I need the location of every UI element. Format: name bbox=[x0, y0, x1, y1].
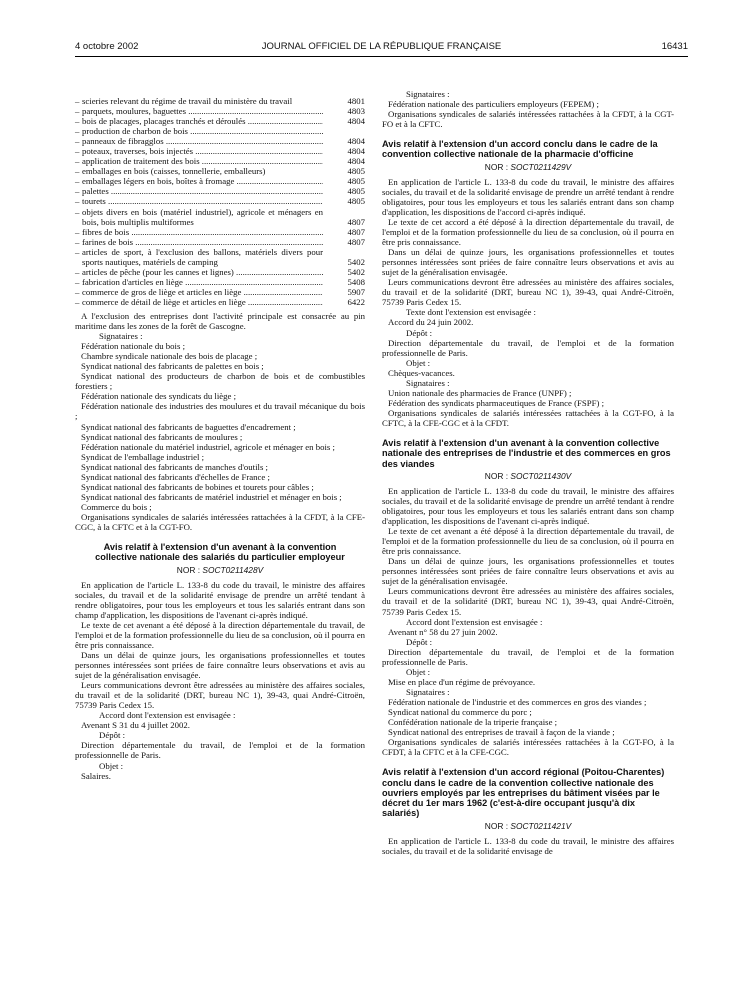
activity-label: articles de sport, à l'exclusion des ballons, matériels divers pour sports nautiques, matériels de camping bbox=[82, 246, 323, 267]
activity-list bbox=[75, 96, 365, 307]
paragraph: Le texte de cet avenant a été déposé à la direction départementale du travail, de l'emploi et de la formation professionnelle du lieu de sa conclusion, où il pourra en être pris connaissance. bbox=[382, 526, 674, 557]
activity-label: objets divers en bois (matériel industriel), agricole et ménagers en bois, bois multiplis multiformes bbox=[82, 206, 323, 227]
activity-item bbox=[75, 277, 365, 287]
activity-code: 4804 bbox=[347, 116, 365, 127]
paragraph: En application de l'article L. 133-8 du code du travail, le ministre des affaires sociales, du travail et de la solidarité envisage de prendre un arrêté tendant à rendre obligatoires, pour tous les employeurs et tous les salariés entrant dans son champ d'application, les dispositions de l'avenant ci-après indiqué. bbox=[75, 579, 365, 620]
objet-label: Objet : bbox=[406, 666, 431, 677]
activity-label: fabrication d'articles en liège ..... bbox=[82, 277, 323, 287]
avis-paragraphs bbox=[382, 177, 674, 308]
signataires-list bbox=[382, 99, 674, 129]
activity-label: tourets ..... bbox=[82, 196, 323, 206]
activity-item bbox=[75, 166, 365, 176]
activity-code: 4804 bbox=[347, 136, 365, 147]
activity-item bbox=[75, 126, 365, 136]
texte-value: Accord du 24 juin 2002. bbox=[388, 317, 474, 328]
avis-title: Avis relatif à l'extension d'un accord régional (Poitou-Charentes) conclu dans le cadre de la convention collective nationale des ouvriers employés par les entreprises du bâtiment visées par le décret du 1er mars 1962 (c'est-à-dire occupant jusqu'à dix salariés) bbox=[382, 767, 665, 819]
activity-label: application de traitement des bois ..... bbox=[82, 156, 323, 166]
list-dash: – bbox=[75, 176, 80, 187]
paragraph: Fédération nationale des particuliers employeurs (FEPEM) ; bbox=[388, 99, 599, 110]
left-column bbox=[75, 96, 365, 781]
activity-item bbox=[75, 156, 365, 166]
header-rule bbox=[75, 56, 688, 57]
list-dash: – bbox=[75, 136, 80, 147]
paragraph: Syndicat national des fabricants de palettes en bois ; bbox=[81, 361, 264, 372]
activity-item bbox=[75, 297, 365, 307]
signataires-label: Signataires : bbox=[99, 331, 143, 342]
activity-label: scieries relevant du régime de travail du ministère du travail bbox=[82, 96, 293, 106]
signataires-list bbox=[382, 697, 674, 757]
paragraph: Fédération nationale des industries des moulures et du travail mécanique du bois ; bbox=[75, 401, 365, 422]
activity-code: 5402 bbox=[347, 266, 365, 277]
objet-label: Objet : bbox=[99, 760, 124, 771]
activity-item bbox=[75, 136, 365, 146]
activity-label: fibres de bois ..... bbox=[82, 227, 323, 237]
paragraph: Fédération nationale du matériel industriel, agricole et ménager en bois ; bbox=[81, 441, 335, 452]
list-dash: – bbox=[75, 286, 80, 297]
list-dash: – bbox=[75, 296, 80, 307]
nor-code: SOCT0211421V bbox=[510, 820, 572, 831]
activity-code: 4804 bbox=[347, 156, 365, 167]
activity-item bbox=[75, 186, 365, 196]
activity-code: 4807 bbox=[347, 216, 365, 227]
paragraph: Syndicat national des producteurs de charbon de bois et de combustibles forestiers ; bbox=[75, 371, 365, 392]
signataires-list bbox=[382, 388, 674, 428]
activity-code: 4801 bbox=[347, 96, 365, 106]
exclusion-text: A l'exclusion des entreprises dont l'activité principale est consacrée au pin maritime dans les zones de la forêt de Gascogne. bbox=[75, 310, 365, 332]
avis-title: Avis relatif à l'extension d'un accord conclu dans le cadre de la convention collective nationale de la pharmacie d'officine bbox=[382, 139, 658, 160]
paragraph: Fédération des syndicats pharmaceutiques de France (FSPF) ; bbox=[388, 397, 605, 408]
accord-label: Accord dont l'extension est envisagée : bbox=[99, 710, 236, 721]
header-date: 4 octobre 2002 bbox=[75, 41, 139, 52]
paragraph: Syndicat de l'emballage industriel ; bbox=[81, 451, 205, 462]
paragraph: En application de l'article L. 133-8 du code du travail, le ministre des affaires sociales, du travail et de la solidarité envisage de prendre un arrêté tendant à rendre obligatoires, pour tous les employeurs et tous les salariés entrant dans son champ d'application, les dispositions de l'avenant ci-après indiqué. bbox=[382, 485, 674, 527]
nor-label: NOR : bbox=[484, 161, 509, 172]
activity-label: panneaux de fibragglos ..... bbox=[82, 136, 323, 146]
paragraph: Syndicat national des fabricants de bobines et tourets pour câbles ; bbox=[81, 481, 314, 492]
activity-code: 4805 bbox=[347, 196, 365, 207]
activity-item bbox=[75, 247, 365, 267]
avis-paragraphs bbox=[382, 486, 674, 617]
paragraph: Leurs communications devront être adressées au ministère des affaires sociales, du travail et de la solidarité (DRT, bureau NC 1), 39-43, quai André-Citroën, 75739 Paris Cedex 15. bbox=[382, 586, 674, 617]
activity-code: 4803 bbox=[347, 106, 365, 117]
list-dash: – bbox=[75, 276, 80, 287]
activity-item bbox=[75, 267, 365, 277]
activity-item bbox=[75, 287, 365, 297]
activity-item bbox=[75, 196, 365, 206]
paragraph: Commerce du bois ; bbox=[81, 501, 152, 512]
paragraph: Syndicat national des fabricants de matériel industriel et ménager en bois ; bbox=[81, 491, 342, 502]
list-dash: – bbox=[75, 186, 80, 197]
signataires-label: Signataires : bbox=[406, 686, 450, 697]
objet-value: Salaires. bbox=[81, 770, 111, 781]
list-dash: – bbox=[75, 146, 80, 157]
activity-code: 4805 bbox=[347, 186, 365, 197]
nor-reference bbox=[75, 565, 365, 575]
paragraph: Confédération nationale de la triperie française ; bbox=[388, 717, 558, 728]
avis-paragraphs bbox=[75, 580, 365, 711]
list-dash: – bbox=[75, 106, 80, 117]
page-header bbox=[75, 41, 688, 55]
nor-reference bbox=[382, 821, 674, 831]
depot-value: Direction départementale du travail, de l'emploi et de la formation professionnelle de Paris. bbox=[382, 646, 674, 667]
list-dash: – bbox=[75, 266, 80, 277]
paragraph: Organisations syndicales de salariés intéressées rattachées à la CGT-FO, à la CFTC, à la CFE-CGC et à la CFDT. bbox=[382, 407, 674, 428]
list-dash: – bbox=[75, 246, 80, 257]
activity-code: 4807 bbox=[347, 226, 365, 237]
activity-item bbox=[75, 96, 365, 106]
avis-paragraphs bbox=[382, 836, 674, 856]
paragraph: Fédération nationale des syndicats du liège ; bbox=[81, 391, 237, 402]
activity-label: production de charbon de bois ..... bbox=[82, 126, 323, 136]
avis-title: Avis relatif à l'extension d'un avenant à la convention collective nationale des salariés du particulier employeur bbox=[95, 542, 345, 563]
activity-code: 4807 bbox=[347, 236, 365, 247]
activity-code: 4805 bbox=[347, 176, 365, 187]
paragraph: Fédération nationale de l'industrie et des commerces en gros des viandes ; bbox=[388, 696, 647, 707]
objet-value: Chèques-vacances. bbox=[388, 367, 455, 378]
nor-reference bbox=[382, 162, 674, 172]
list-dash: – bbox=[75, 96, 80, 106]
nor-code: SOCT0211428V bbox=[202, 564, 264, 575]
paragraph: Organisations syndicales de salariés intéressées rattachées à la CGT-FO, à la CFDT, à la CFTC et à la CFE-CGC. bbox=[382, 737, 674, 758]
activity-item bbox=[75, 227, 365, 237]
activity-code: 6422 bbox=[347, 296, 365, 307]
paragraph: Syndicat national des fabricants d'échelles de France ; bbox=[81, 471, 270, 482]
activity-code: 5408 bbox=[347, 276, 365, 287]
objet-label: Objet : bbox=[406, 357, 431, 368]
right-column bbox=[382, 89, 674, 856]
list-dash: – bbox=[75, 166, 80, 177]
activity-code: 5402 bbox=[347, 256, 365, 267]
list-dash: – bbox=[75, 116, 80, 127]
paragraph: En application de l'article L. 133-8 du code du travail, le ministre des affaires sociales, du travail et de la solidarité envisage de prendre un arrêté tendant à rendre obligatoires, pour tous les employeurs et tous les salariés entrant dans son champ d'application, les dispositions de l'accord ci-après indiqué. bbox=[382, 176, 674, 217]
nor-code: SOCT0211430V bbox=[510, 470, 572, 481]
nor-label: NOR : bbox=[484, 820, 509, 831]
activity-label: farines de bois ..... bbox=[82, 237, 323, 247]
journal-title: JOURNAL OFFICIEL DE LA RÉPUBLIQUE FRANÇAISE bbox=[261, 41, 502, 52]
paragraph: Syndicat national du commerce du porc ; bbox=[388, 706, 532, 717]
depot-value: Direction départementale du travail, de l'emploi et de la formation professionnelle de Paris. bbox=[382, 337, 674, 358]
list-dash: – bbox=[75, 206, 80, 217]
paragraph: Dans un délai de quinze jours, les organisations professionnelles et toutes personnes intéressées sont priées de faire connaître leurs observations et avis au sujet de la généralisation envisagée. bbox=[382, 556, 674, 587]
paragraph: Organisations syndicales de salariés intéressées rattachées à la CFDT, à la CFE-CGC, à la CFTC et à la CGT-FO. bbox=[75, 511, 365, 532]
avis-title: Avis relatif à l'extension d'un avenant à la convention collective nationale des entreprises de l'industrie et des commerces en gros des viandes bbox=[382, 438, 671, 469]
paragraph: Syndicat national des fabricants de manches d'outils ; bbox=[81, 461, 268, 472]
paragraph: Leurs communications devront être adressées au ministère des affaires sociales, du travail et de la solidarité (DRT, bureau NC 1), 39-43, quai André-Citroën, 75739 Paris Cedex 15. bbox=[75, 680, 365, 711]
depot-label: Dépôt : bbox=[99, 730, 126, 741]
signataires-label: Signataires : bbox=[406, 89, 450, 99]
paragraph: Organisations syndicales de salariés intéressées rattachées à la CFDT, à la CGT-FO et à la CFTC. bbox=[382, 109, 674, 130]
list-dash: – bbox=[75, 126, 80, 137]
list-dash: – bbox=[75, 226, 80, 237]
paragraph: Dans un délai de quinze jours, les organisations professionnelles et toutes personnes intéressées sont priées de faire connaître leurs observations et avis au sujet de la généralisation envisagée. bbox=[382, 247, 674, 278]
activity-item bbox=[75, 116, 365, 126]
depot-value: Direction départementale du travail, de l'emploi et de la formation professionnelle de Paris. bbox=[75, 740, 365, 761]
paragraph: En application de l'article L. 133-8 du code du travail, le ministre des affaires sociales, du travail et de la solidarité envisage de bbox=[382, 835, 674, 856]
activity-item bbox=[75, 106, 365, 116]
activity-code: 4805 bbox=[347, 166, 365, 177]
nor-code: SOCT0211429V bbox=[510, 161, 572, 172]
paragraph: Leurs communications devront être adressées au ministère des affaires sociales, du travail et de la solidarité (DRT, bureau NC 1), 39-43, quai André-Citroën, 75739 Paris Cedex 15. bbox=[382, 277, 674, 308]
activity-label: bois de placages, placages tranchés et déroulés ..... bbox=[82, 116, 323, 126]
accord-value: Avenant S 31 du 4 juillet 2002. bbox=[81, 720, 190, 731]
list-dash: – bbox=[75, 196, 80, 207]
activity-item bbox=[75, 176, 365, 186]
objet-value: Mise en place d'un régime de prévoyance. bbox=[388, 676, 536, 687]
paragraph: Chambre syndicale nationale des bois de placage ; bbox=[81, 351, 258, 362]
texte-label: Texte dont l'extension est envisagée : bbox=[406, 307, 536, 318]
depot-label: Dépôt : bbox=[406, 636, 433, 647]
paragraph: Dans un délai de quinze jours, les organisations professionnelles et toutes personnes intéressées sont priées de faire connaître leurs observations et avis au sujet de la généralisation envisagée. bbox=[75, 649, 365, 681]
activity-label: emballages légers en bois, boîtes à fromage ..... bbox=[82, 176, 323, 186]
activity-label: parquets, moulures, baguettes ..... bbox=[82, 106, 323, 116]
activity-label: articles de pêche (pour les cannes et lignes) ..... bbox=[82, 267, 323, 277]
activity-item bbox=[75, 207, 365, 227]
paragraph: Syndicat national des fabricants de moulures ; bbox=[81, 431, 243, 442]
paragraph: Syndicat national des fabricants de baguettes d'encadrement ; bbox=[81, 421, 296, 432]
activity-label: palettes ..... bbox=[82, 186, 323, 196]
activity-label: emballages en bois (caisses, tonnellerie, emballeurs) bbox=[82, 166, 266, 177]
paragraph: Union nationale des pharmacies de France (UNPF) ; bbox=[388, 387, 572, 398]
accord-value: Avenant n° 58 du 27 juin 2002. bbox=[388, 626, 498, 637]
nor-reference bbox=[382, 471, 674, 481]
paragraph: Le texte de cet accord a été déposé à la direction départementale du travail, de l'emploi et de la formation professionnelle du lieu de sa conclusion, où il pourra en être pris connaissance. bbox=[382, 217, 674, 248]
nor-label: NOR : bbox=[176, 564, 201, 575]
activity-label: commerce de gros de liège et articles en liège ..... bbox=[82, 287, 323, 297]
activity-item bbox=[75, 237, 365, 247]
paragraph: Fédération nationale du bois ; bbox=[81, 341, 186, 352]
activity-code: 4804 bbox=[347, 146, 365, 157]
activity-code: 5907 bbox=[347, 286, 365, 297]
paragraph: Le texte de cet avenant a été déposé à la direction départementale du travail, de l'emploi et de la formation professionnelle du lieu de sa conclusion, où il pourra en être pris connaissance. bbox=[75, 619, 366, 650]
activity-label: commerce de détail de liège et articles en liège ..... bbox=[82, 297, 323, 307]
list-dash: – bbox=[75, 156, 80, 167]
nor-label: NOR : bbox=[484, 470, 509, 481]
paragraph: Syndicat national des entreprises de travail à façon de la viande ; bbox=[388, 727, 615, 738]
activity-item bbox=[75, 146, 365, 156]
accord-label: Accord dont l'extension est envisagée : bbox=[406, 616, 543, 627]
page-number: 16431 bbox=[661, 41, 688, 52]
list-dash: – bbox=[75, 236, 80, 247]
signataires-label: Signataires : bbox=[406, 377, 450, 388]
signataires-list bbox=[75, 341, 365, 532]
activity-label: poteaux, traverses, bois injectés ..... bbox=[82, 146, 323, 156]
depot-label: Dépôt : bbox=[406, 327, 433, 338]
